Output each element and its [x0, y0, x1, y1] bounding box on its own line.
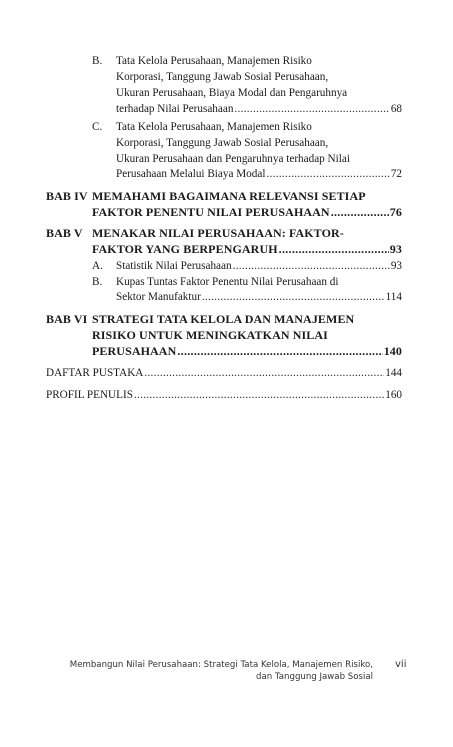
- page-number: 72: [390, 168, 402, 180]
- entry-text: Perusahaan Melalui Biaya Modal: [116, 168, 266, 180]
- footer-line: dan Tanggung Jawab Sosial: [256, 672, 373, 682]
- dot-leader: [331, 205, 389, 220]
- chapter-title: FAKTOR PENENTU NILAI PERUSAHAAN: [92, 205, 330, 219]
- entry-letter: B.: [92, 55, 103, 67]
- dot-leader: [177, 344, 382, 359]
- page-number: 76: [389, 205, 402, 219]
- toc-entry-daftar-pustaka[interactable]: [46, 366, 402, 381]
- entry-text: PROFIL PENULIS: [46, 389, 133, 401]
- chapter-title: FAKTOR YANG BERPENGARUH: [92, 242, 278, 256]
- entry-last-line: [116, 259, 402, 274]
- entry-text-line: Ukuran Perusahaan, Biaya Modal dan Pengaruhnya: [116, 87, 348, 99]
- dot-leader: [266, 167, 389, 182]
- entry-letter: B.: [92, 276, 103, 288]
- chapter-label: BAB V: [46, 226, 83, 240]
- dot-leader: [134, 388, 384, 403]
- chapter-title-line: MEMAHAMI BAGAIMANA RELEVANSI SETIAP: [92, 189, 366, 203]
- folio-page-number: vii: [395, 659, 407, 670]
- chapter-title-line: STRATEGI TATA KELOLA DAN MANAJEMEN: [92, 312, 355, 326]
- page-number: 160: [385, 389, 402, 401]
- dot-leader: [144, 366, 384, 381]
- entry-text-line: Korporasi, Tanggung Jawab Sosial Perusahaan,: [116, 137, 329, 149]
- page-number: 93: [390, 260, 402, 272]
- entry-last-line: [116, 290, 402, 305]
- chapter-title-line: RISIKO UNTUK MENINGKATKAN NILAI: [92, 328, 328, 342]
- page-number: 93: [389, 242, 402, 256]
- entry-text-line: Korporasi, Tanggung Jawab Sosial Perusahaan,: [116, 71, 329, 83]
- entry-text: Statistik Nilai Perusahaan: [116, 260, 232, 272]
- page-number: 68: [390, 103, 402, 115]
- chapter-label: BAB VI: [46, 312, 88, 326]
- toc-entry-profil-penulis[interactable]: [46, 388, 402, 403]
- entry-text: DAFTAR PUSTAKA: [46, 367, 144, 379]
- entry-text-line: Tata Kelola Perusahaan, Manajemen Risiko: [116, 121, 312, 133]
- entry-text: terhadap Nilai Perusahaan: [116, 103, 234, 115]
- entry-text-line: Tata Kelola Perusahaan, Manajemen Risiko: [116, 55, 312, 67]
- entry-letter: A.: [92, 260, 103, 272]
- chapter-title-line: MENAKAR NILAI PERUSAHAAN: FAKTOR-: [92, 226, 344, 240]
- page-number: 144: [385, 367, 402, 379]
- dot-leader: [234, 102, 389, 117]
- chapter-last-line: [92, 242, 402, 257]
- running-footer: [70, 659, 373, 683]
- entry-text: Sektor Manufaktur: [116, 291, 201, 303]
- dot-leader: [233, 259, 390, 274]
- entry-last-line: [116, 102, 402, 117]
- footer-line: Membangun Nilai Perusahaan: Strategi Tata Kelola, Manajemen Risiko,: [69, 660, 373, 670]
- entry-letter: C.: [92, 121, 103, 133]
- chapter-label: BAB IV: [46, 189, 88, 203]
- dot-leader: [279, 242, 389, 257]
- dot-leader: [202, 290, 385, 305]
- chapter-last-line: [92, 344, 402, 359]
- entry-last-line: [116, 167, 402, 182]
- chapter-title: PERUSAHAAN: [92, 344, 177, 358]
- page-number: 140: [383, 344, 402, 358]
- page-number: 114: [385, 291, 402, 303]
- chapter-last-line: [92, 205, 402, 220]
- entry-text-line: Kupas Tuntas Faktor Penentu Nilai Perusahaan di: [116, 276, 339, 288]
- entry-text-line: Ukuran Perusahaan dan Pengaruhnya terhadap Nilai: [116, 153, 350, 165]
